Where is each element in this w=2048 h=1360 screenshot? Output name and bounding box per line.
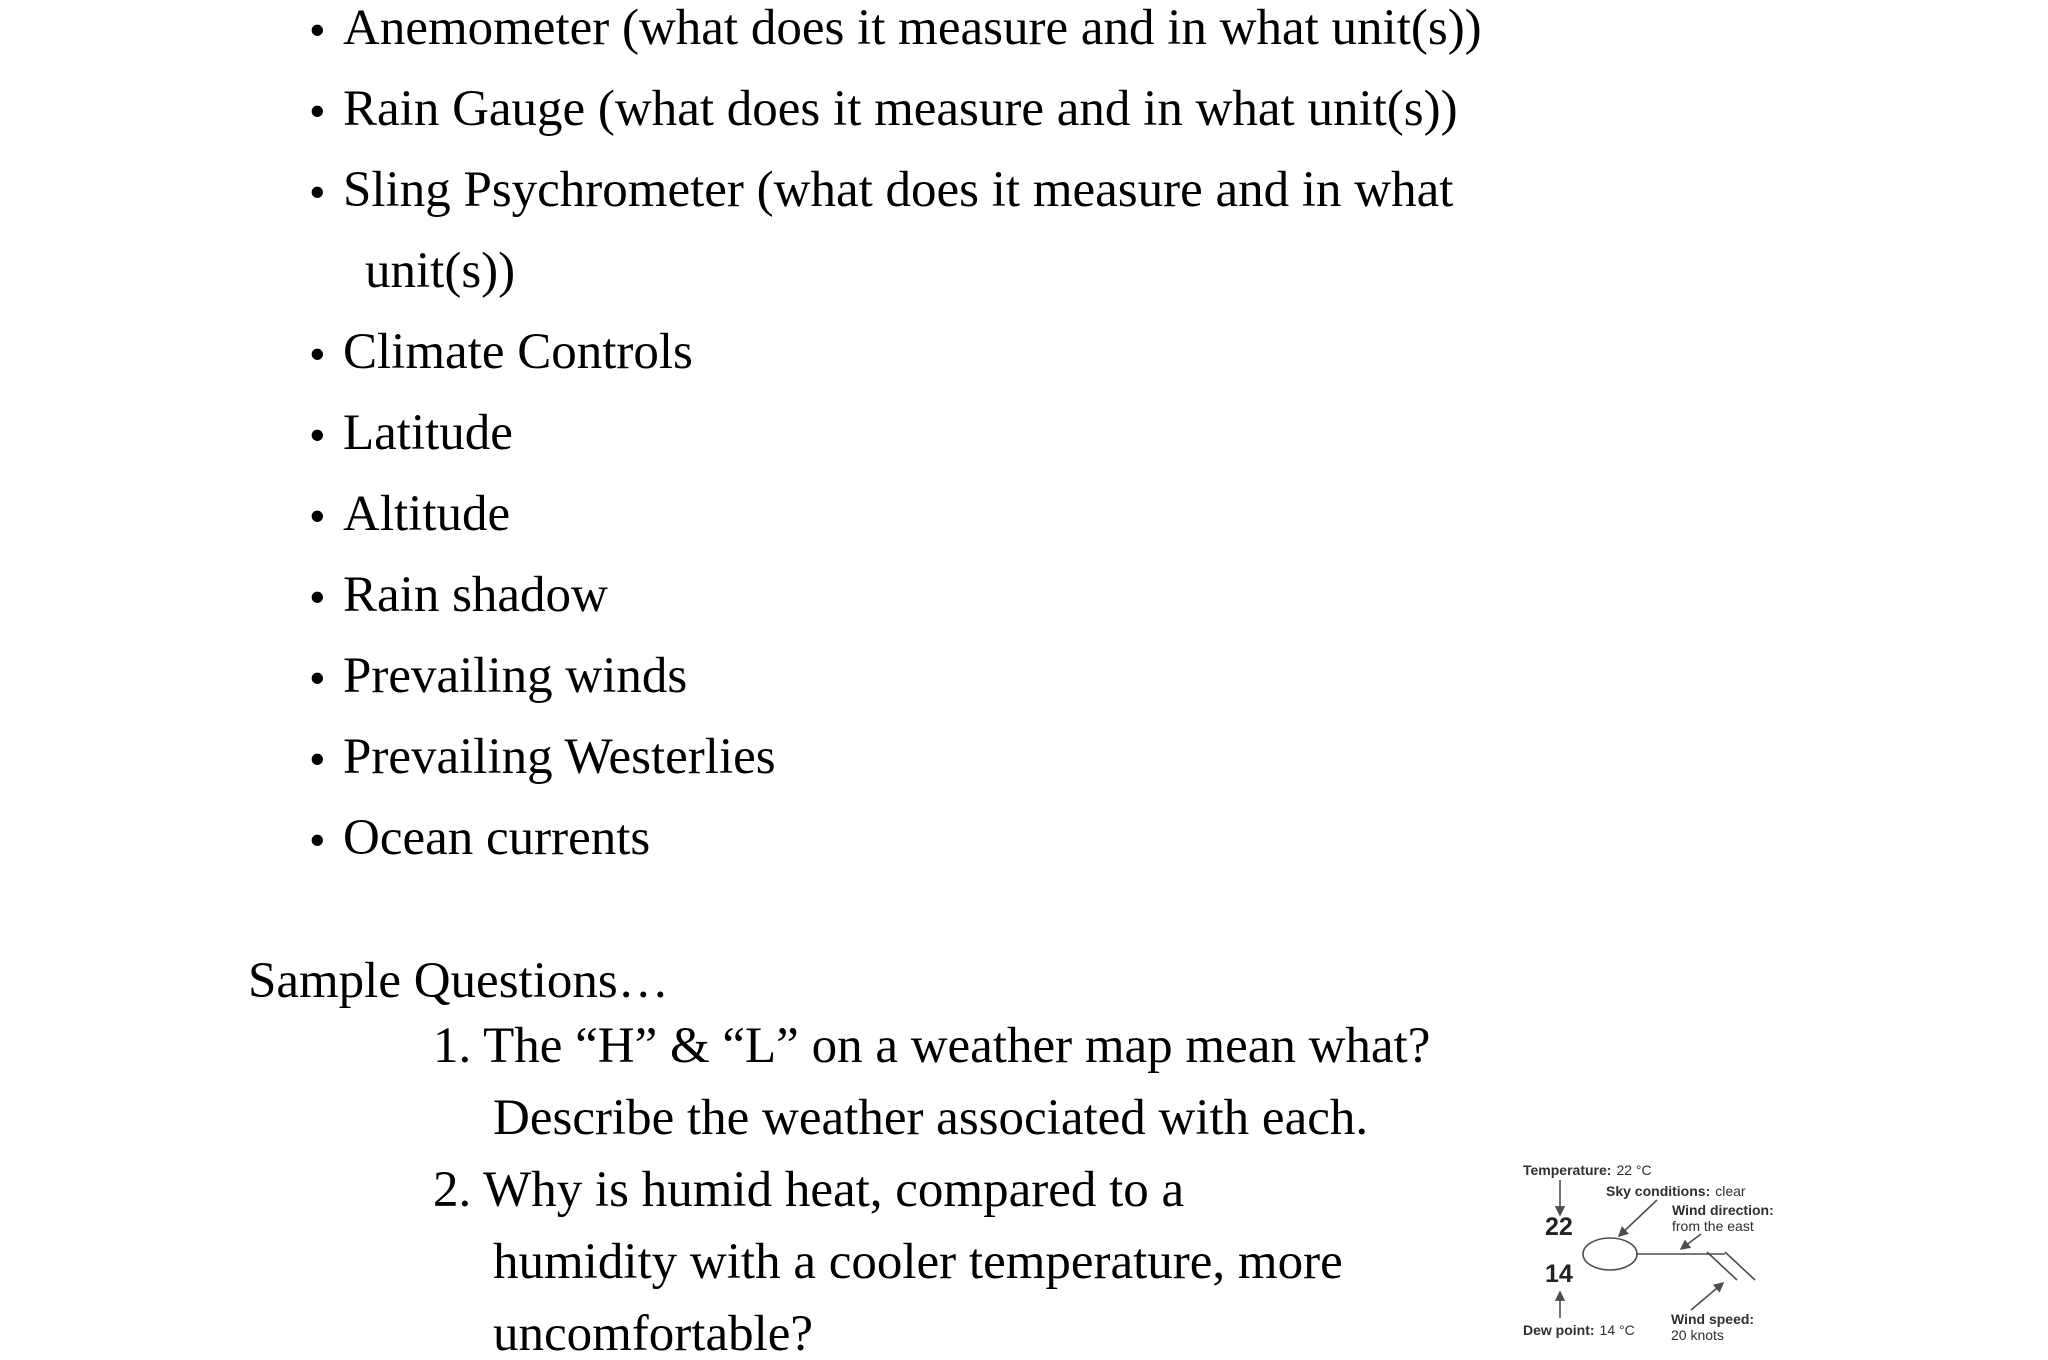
bullet-marker: • — [310, 735, 325, 782]
sample-questions-heading: Sample Questions… — [248, 953, 669, 1009]
wind-barb-1 — [1707, 1252, 1737, 1280]
question-line: uncomfortable? — [493, 1306, 814, 1360]
bullet-line — [310, 798, 1482, 879]
bullet-marker: • — [310, 654, 325, 701]
questions-list — [433, 1010, 1430, 1360]
wind-barb-2 — [1725, 1252, 1755, 1280]
wind-direction-label: Wind direction: — [1672, 1202, 1774, 1218]
station-circle — [1583, 1238, 1637, 1270]
sky-conditions-label: Sky conditions: clear — [1606, 1183, 1746, 1199]
bullet-text: Prevailing winds — [343, 648, 688, 704]
question-line: Describe the weather associated with each. — [493, 1090, 1369, 1146]
bullet-text: Sling Psychrometer (what does it measure and in what — [343, 162, 1454, 218]
bullet-line — [310, 717, 1482, 798]
plotted-dew-point: 14 — [1545, 1260, 1573, 1288]
wind-direction-value: from the east — [1672, 1218, 1754, 1234]
wind-speed-value: 20 knots — [1671, 1327, 1724, 1343]
bullet-marker: • — [310, 6, 325, 53]
bullet-text: Rain Gauge (what does it measure and in what unit(s)) — [343, 81, 1458, 137]
sky-conditions-arrow — [1619, 1200, 1657, 1236]
bullet-line — [310, 0, 1482, 69]
plotted-temperature: 22 — [1545, 1213, 1573, 1241]
bullet-text: Rain shadow — [343, 567, 608, 623]
bullet-text: unit(s)) — [365, 243, 516, 299]
bullet-marker: • — [310, 573, 325, 620]
question-line: 2. Why is humid heat, compared to a — [433, 1162, 1185, 1218]
bullet-line — [310, 231, 1482, 312]
wind-speed-arrow — [1691, 1283, 1723, 1310]
bullet-text: Ocean currents — [343, 810, 651, 866]
bullet-marker: • — [310, 168, 325, 215]
bullet-line — [310, 393, 1482, 474]
station-model-figure — [1505, 1158, 1805, 1360]
wind-direction-arrow — [1681, 1234, 1701, 1249]
question-line: 1. The “H” & “L” on a weather map mean what? — [433, 1018, 1431, 1074]
bullet-line — [310, 69, 1482, 150]
bullet-marker: • — [310, 816, 325, 863]
bullet-text: Prevailing Westerlies — [343, 729, 776, 785]
wind-speed-label: Wind speed: — [1671, 1311, 1755, 1327]
bullet-marker: • — [310, 330, 325, 377]
bullet-line — [310, 636, 1482, 717]
bullet-line — [310, 474, 1482, 555]
bullet-line — [310, 312, 1482, 393]
bullet-text: Climate Controls — [343, 324, 693, 380]
bullet-text: Latitude — [343, 405, 513, 461]
question-line: humidity with a cooler temperature, more — [493, 1234, 1343, 1290]
bullet-text: Anemometer (what does it measure and in what unit(s)) — [343, 0, 1482, 56]
bullet-marker: • — [310, 492, 325, 539]
bullet-marker: • — [310, 87, 325, 134]
bullet-text: Altitude — [343, 486, 511, 542]
dew-point-label: Dew point: 14 °C — [1523, 1322, 1635, 1338]
temperature-label: Temperature: 22 °C — [1523, 1162, 1652, 1178]
bullet-line — [310, 555, 1482, 636]
bullet-line — [310, 150, 1482, 231]
topics-list — [310, 0, 1482, 879]
bullet-marker: • — [310, 411, 325, 458]
